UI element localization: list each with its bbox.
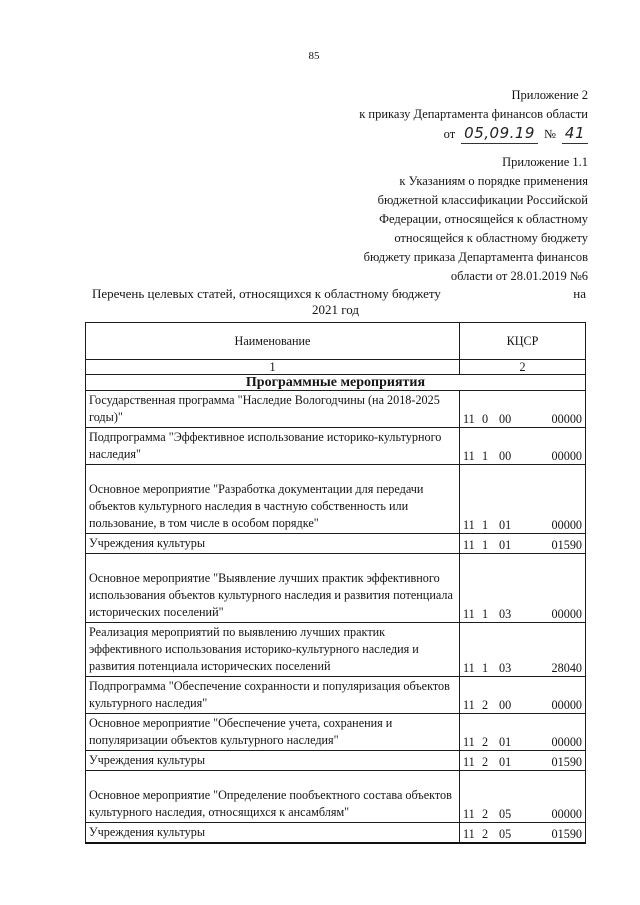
appendix-2-order-ref: к приказу Департамента финансов области: [359, 107, 588, 121]
appendix-2-order-date-line: [359, 124, 588, 144]
title-year: 2021 год: [312, 302, 359, 317]
row-name: Реализация мероприятий по выявлению лучших практик эффективного использования историко-культурного наследия и развития потенциала исторических поселений: [86, 623, 460, 677]
row-kcsr: [460, 677, 586, 714]
kcsr-part-1: 11: [463, 518, 475, 532]
appendix-1-1-header: [364, 153, 588, 286]
kcsr-part-1: 11: [463, 538, 475, 552]
row-name: Учреждения культуры: [86, 823, 460, 844]
table-row: [86, 554, 586, 623]
row-name: Основное мероприятие "Разработка документации для передачи объектов культурного наследия в частную собственность или пользование, в том числе в особом порядке": [86, 465, 460, 534]
kcsr-part-2: 2: [482, 807, 489, 821]
kcsr-part-1: 11: [463, 661, 475, 675]
row-kcsr: [460, 391, 586, 428]
kcsr-part-3: 00: [499, 449, 512, 463]
row-name: Государственная программа "Наследие Вологодчины (на 2018-2025 годы)": [86, 391, 460, 428]
kcsr-part-4: 00000: [551, 735, 582, 749]
kcsr-part-1: 11: [463, 412, 475, 426]
row-kcsr: [460, 714, 586, 751]
row-kcsr: [460, 428, 586, 465]
kcsr-part-4: 00000: [551, 412, 582, 426]
kcsr-part-2: 1: [482, 449, 489, 463]
kcsr-part-3: 01: [499, 518, 512, 532]
kcsr-part-1: 11: [463, 698, 475, 712]
kcsr-part-4: 00000: [551, 607, 582, 621]
row-kcsr: [460, 534, 586, 554]
appendix-2-title: Приложение 2: [511, 88, 588, 102]
kcsr-part-3: 01: [499, 538, 512, 552]
section-heading: Программные мероприятия: [86, 375, 586, 391]
kcsr-part-2: 1: [482, 607, 489, 621]
column-number-2: 2: [460, 360, 586, 375]
appendix-1-1-line: Федерации, относящейся к областному: [379, 212, 588, 226]
table-row: [86, 677, 586, 714]
kcsr-part-3: 01: [499, 755, 512, 769]
table-row: [86, 751, 586, 771]
kcsr-part-3: 03: [499, 661, 512, 675]
row-name: Подпрограмма "Эффективное использование историко-культурного наследия": [86, 428, 460, 465]
row-kcsr: [460, 771, 586, 823]
table-row: [86, 823, 586, 844]
appendix-1-1-line: бюджету приказа Департамента финансов: [363, 250, 588, 264]
row-kcsr: [460, 623, 586, 677]
kcsr-part-4: 01590: [551, 827, 582, 841]
kcsr-part-2: 1: [482, 518, 489, 532]
row-name: Основное мероприятие "Определение пообъектного состава объектов культурного наследия, относящихся к ансамблям": [86, 771, 460, 823]
kcsr-part-2: 2: [482, 735, 489, 749]
table-row: [86, 714, 586, 751]
appendix-1-1-line: Приложение 1.1: [502, 155, 588, 169]
kcsr-part-2: 1: [482, 538, 489, 552]
row-kcsr: [460, 465, 586, 534]
kcsr-part-4: 01590: [551, 755, 582, 769]
kcsr-part-2: 1: [482, 661, 489, 675]
appendix-1-1-line: области от 28.01.2019 №6: [450, 269, 588, 283]
row-name: Основное мероприятие "Обеспечение учета, сохранения и популяризации объектов культурного наследия": [86, 714, 460, 751]
kcsr-part-4: 28040: [551, 661, 582, 675]
title-na: на: [573, 286, 586, 301]
row-kcsr: [460, 751, 586, 771]
header-name: Наименование: [86, 323, 460, 360]
handwritten-number: 41: [562, 124, 588, 144]
kcsr-part-1: 11: [463, 755, 475, 769]
table-row: [86, 771, 586, 823]
column-number-1: 1: [86, 360, 460, 375]
kcsr-part-4: 00000: [551, 449, 582, 463]
kcsr-part-3: 00: [499, 412, 512, 426]
kcsr-part-2: 2: [482, 698, 489, 712]
row-name: Основное мероприятие "Выявление лучших практик эффективного использования объектов культурного наследия и развития потенциала исторических поселений": [86, 554, 460, 623]
page-number: 85: [308, 50, 320, 62]
kcsr-part-1: 11: [463, 607, 475, 621]
kcsr-part-2: 2: [482, 827, 489, 841]
kcsr-part-1: 11: [463, 735, 475, 749]
kcsr-part-3: 00: [499, 698, 512, 712]
kcsr-part-2: 2: [482, 755, 489, 769]
table-row: [86, 534, 586, 554]
kcsr-part-4: 01590: [551, 538, 582, 552]
kcsr-part-4: 00000: [551, 698, 582, 712]
handwritten-date: 05,09.19: [461, 124, 538, 144]
kcsr-part-3: 03: [499, 607, 512, 621]
kcsr-part-4: 00000: [551, 518, 582, 532]
kcsr-part-1: 11: [463, 827, 475, 841]
document-title: [92, 286, 586, 318]
kcsr-part-1: 11: [463, 807, 475, 821]
table-row: [86, 428, 586, 465]
row-kcsr: [460, 554, 586, 623]
appendix-1-1-line: относящейся к областному бюджету: [394, 231, 588, 245]
row-name: Учреждения культуры: [86, 534, 460, 554]
table-row: [86, 623, 586, 677]
row-name: Учреждения культуры: [86, 751, 460, 771]
header-kcsr: КЦСР: [460, 323, 586, 360]
kcsr-part-3: 05: [499, 807, 512, 821]
target-articles-table: [85, 322, 586, 844]
kcsr-part-2: 0: [482, 412, 489, 426]
from-label: от: [443, 127, 456, 141]
number-sign: №: [543, 127, 556, 141]
table-row: [86, 465, 586, 534]
kcsr-part-1: 11: [463, 449, 475, 463]
table-row: [86, 391, 586, 428]
title-line-1: Перечень целевых статей, относящихся к областному бюджету: [92, 286, 441, 301]
kcsr-part-3: 01: [499, 735, 512, 749]
kcsr-part-3: 05: [499, 827, 512, 841]
appendix-2-header: [359, 86, 588, 144]
kcsr-part-4: 00000: [551, 807, 582, 821]
row-kcsr: [460, 823, 586, 844]
row-name: Подпрограмма "Обеспечение сохранности и популяризация объектов культурного наследия": [86, 677, 460, 714]
appendix-1-1-line: к Указаниям о порядке применения: [399, 174, 588, 188]
appendix-1-1-line: бюджетной классификации Российской: [377, 193, 588, 207]
